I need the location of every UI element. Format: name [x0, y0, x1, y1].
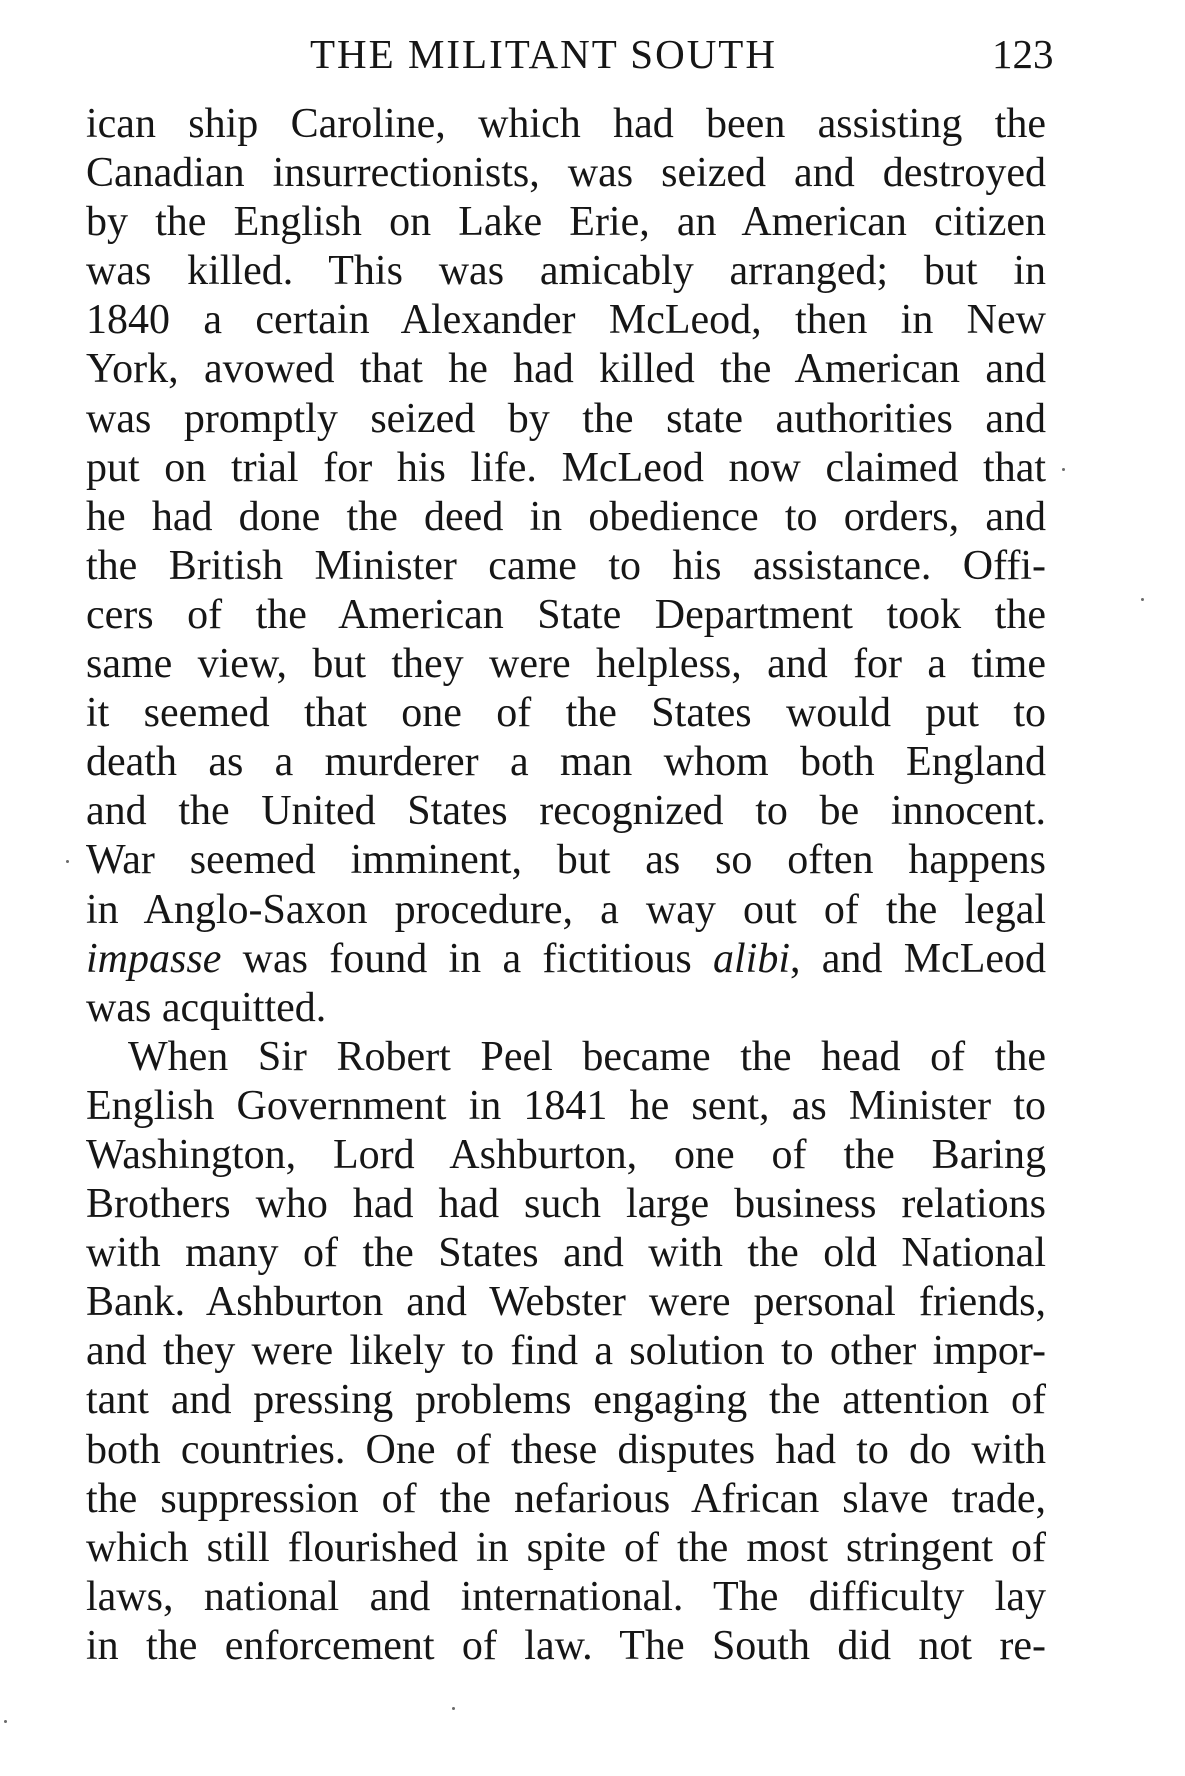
scan-speck — [66, 860, 69, 863]
text-line: 1840 a certain Alexander McLeod, then in New — [86, 297, 1046, 344]
page-number: 123 — [992, 31, 1054, 77]
text-line: with many of the States and with the old National — [86, 1230, 1046, 1277]
text-line: ican ship Caroline, which had been assisting the — [86, 101, 1046, 147]
text-line: the suppression of the nefarious African slave trade, — [86, 1475, 1046, 1522]
text-line: put on trial for his life. McLeod now claimed that — [86, 444, 1046, 491]
text-line: Brothers who had had such large business relations — [86, 1181, 1046, 1228]
text-line: he had done the deed in obedience to orders, and — [86, 493, 1046, 540]
scan-speck — [1062, 468, 1065, 471]
text-line: York, avowed that he had killed the American and — [86, 346, 1046, 393]
scan-speck — [1141, 598, 1144, 601]
text-fragment: , and McLeod — [790, 935, 1046, 982]
text-line: same view, but they were helpless, and for a time — [86, 641, 1046, 688]
text-line: When Sir Robert Peel became the head of the — [128, 1033, 1046, 1080]
text-line: Canadian insurrectionists, was seized and destroyed — [86, 150, 1046, 197]
text-line: and they were likely to find a solution to other impor- — [86, 1328, 1046, 1375]
page-header — [0, 30, 1185, 86]
text-line-mixed — [86, 935, 1046, 984]
text-line: it seemed that one of the States would put to — [86, 690, 1046, 737]
text-line: in the enforcement of law. The South did not re- — [86, 1622, 1046, 1669]
text-line: was promptly seized by the state authorities and — [86, 395, 1046, 442]
text-line: War seemed imminent, but as so often happens — [86, 837, 1046, 884]
text-line: both countries. One of these disputes had to do with — [86, 1426, 1046, 1473]
text-line: by the English on Lake Erie, an American citizen — [86, 199, 1046, 246]
text-line: and the United States recognized to be innocent. — [86, 788, 1046, 835]
text-line: laws, national and international. The difficulty lay — [86, 1573, 1046, 1620]
text-line: tant and pressing problems engaging the attention of — [86, 1377, 1046, 1424]
text-line: in Anglo-Saxon procedure, a way out of the legal — [86, 886, 1046, 933]
text-line: was acquitted. — [86, 984, 327, 1031]
text-line: Bank. Ashburton and Webster were personal friends, — [86, 1279, 1046, 1326]
text-line: Washington, Lord Ashburton, one of the Baring — [86, 1131, 1046, 1178]
scan-speck — [452, 1707, 455, 1710]
text-line: the British Minister came to his assistance. Offi- — [86, 542, 1046, 589]
text-line: which still flourished in spite of the most stringent of — [86, 1524, 1046, 1571]
text-line: was killed. This was amicably arranged; but in — [86, 248, 1046, 295]
body-text — [86, 100, 1046, 1671]
italic-word-impasse: impasse — [86, 935, 222, 982]
text-line: death as a murderer a man whom both England — [86, 739, 1046, 786]
text-fragment: was found in a fictitious — [221, 935, 713, 982]
italic-word-alibi: alibi — [712, 935, 790, 982]
scan-speck — [4, 1720, 7, 1723]
text-line: English Government in 1841 he sent, as Minister to — [86, 1082, 1046, 1129]
running-head: THE MILITANT SOUTH — [310, 31, 777, 77]
text-line: cers of the American State Department took the — [86, 591, 1046, 638]
